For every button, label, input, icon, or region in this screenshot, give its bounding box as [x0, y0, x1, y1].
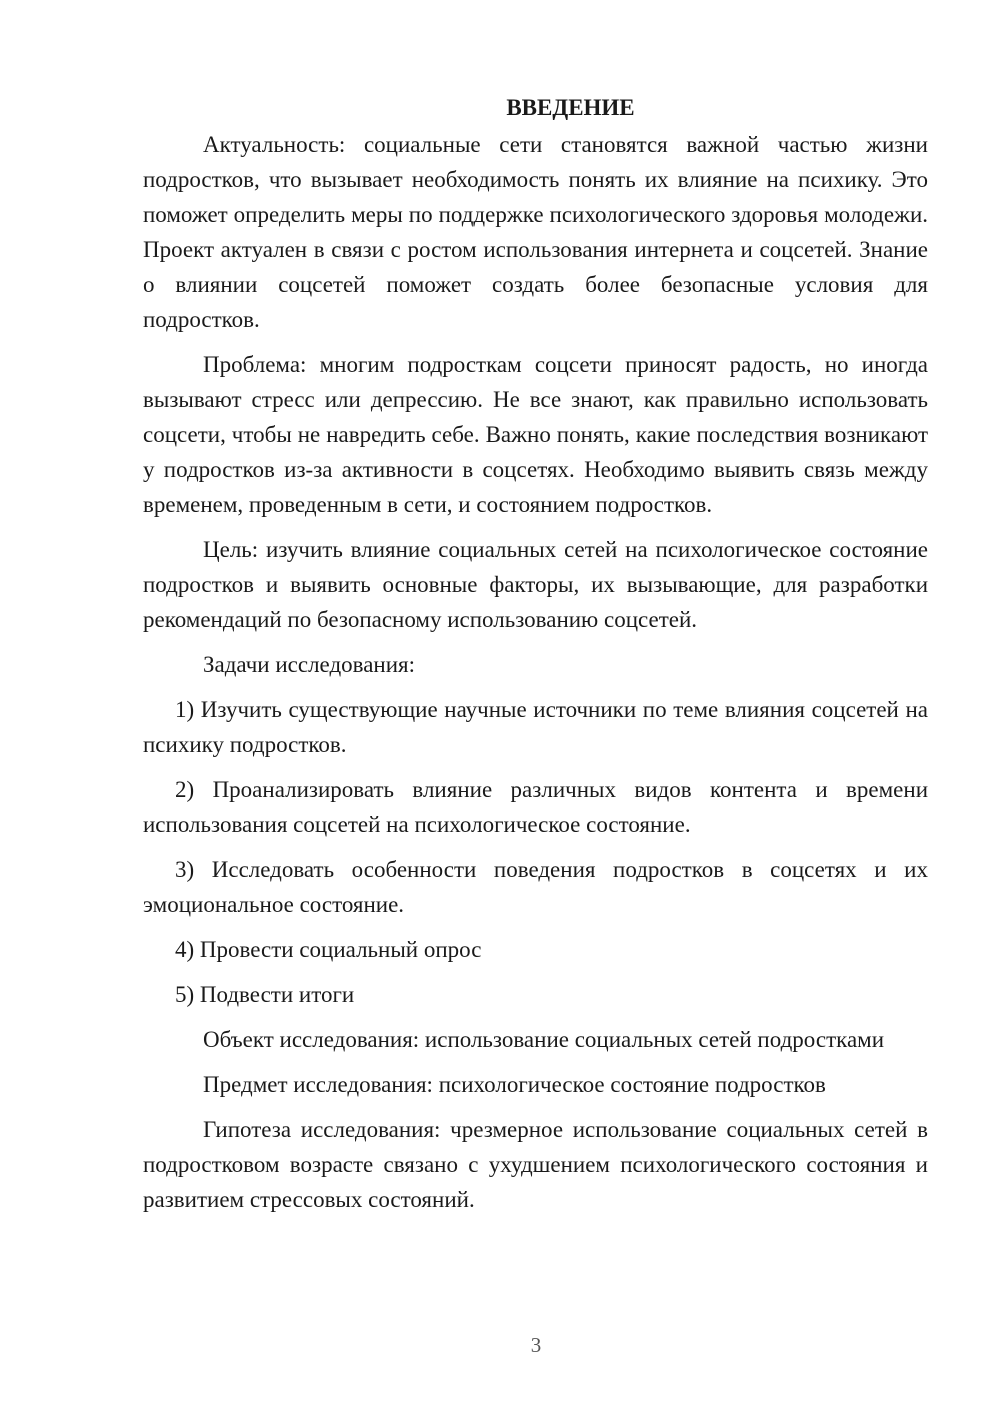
- task-item: 3) Исследовать особенности поведения подростков в соцсетях и их эмоциональное состояние.: [143, 857, 928, 917]
- problem-paragraph: Проблема: многим подросткам соцсети приносят радость, но иногда вызывают стресс или депрессию. Не все знают, как правильно использовать соцсети, чтобы не навредить себе. Важно понять, какие последствия возникают у подростков из-за активности в соцсетях. Необходимо выявить связь между временем, проведенным в сети, и состоянием подростков.: [143, 352, 928, 517]
- relevance-paragraph: Актуальность: социальные сети становятся важной частью жизни подростков, что вызывает необходимость понять их влияние на психику. Это поможет определить меры по поддержке психологического здоровья молодежи. Проект актуален в связи с ростом использования интернета и соцсетей. Знание о влиянии соцсетей поможет создать более безопасные условия для подростков.: [143, 132, 928, 332]
- task-item: 2) Проанализировать влияние различных видов контента и времени использования соцсетей на психологическое состояние.: [143, 777, 928, 837]
- task-item: 1) Изучить существующие научные источники по теме влияния соцсетей на психику подростков.: [143, 697, 928, 757]
- task-item: 4) Провести социальный опрос: [175, 937, 482, 962]
- page-title: ВВЕДЕНИЕ: [506, 95, 635, 120]
- page-number: 3: [530, 1333, 542, 1357]
- hypothesis-paragraph: Гипотеза исследования: чрезмерное использование социальных сетей в подростковом возрасте связано с ухудшением психологического состояния и развитием стрессовых состояний.: [143, 1117, 928, 1212]
- object-paragraph: Объект исследования: использование социальных сетей подростками: [203, 1027, 885, 1052]
- task-item: 5) Подвести итоги: [175, 982, 355, 1007]
- page-content: [143, 90, 928, 1227]
- goal-paragraph: Цель: изучить влияние социальных сетей на психологическое состояние подростков и выявить основные факторы, их вызывающие, для разработки рекомендаций по безопасному использованию соцсетей.: [143, 537, 928, 632]
- subject-paragraph: Предмет исследования: психологическое состояние подростков: [203, 1072, 826, 1097]
- tasks-heading: Задачи исследования:: [203, 652, 416, 677]
